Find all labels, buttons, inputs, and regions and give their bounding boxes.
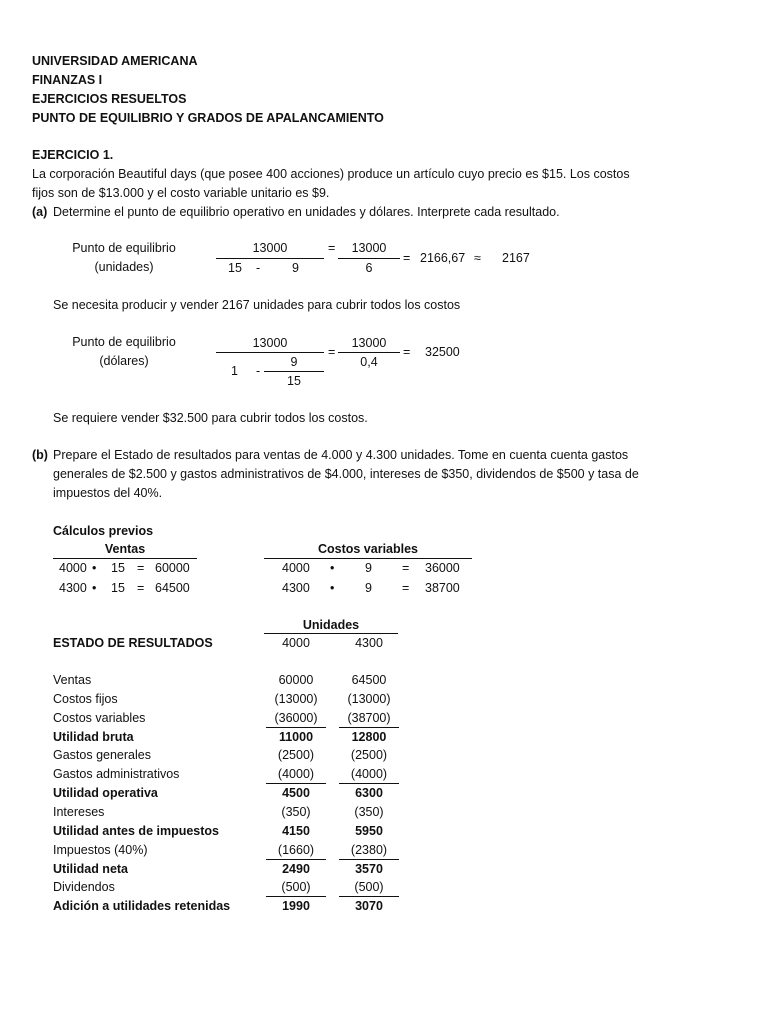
be-units-label-2: (unidades) (94, 260, 154, 274)
be-units-den-cost: 9 (292, 261, 299, 275)
calc-sales-header: Ventas (104, 542, 146, 556)
calc-vc-cost: 9 (365, 581, 372, 595)
be-dollars-equals-1: = (328, 345, 336, 359)
part-b-text-line-1: Prepare el Estado de resultados para ventas de 4.000 y 4.300 unidades. Tome en cuenta cuenta gastos (53, 448, 629, 462)
calc-vc-times: • (330, 561, 335, 575)
statement-col-4300: 4300 (355, 636, 383, 650)
be-units-result: 2166,67 (420, 251, 466, 265)
statement-value-4300: 12800 (351, 730, 387, 744)
statement-row-label: Utilidad neta (53, 862, 129, 876)
calc-sales-price: 15 (111, 581, 125, 595)
be-dollars-numerator-2: 13000 (351, 336, 387, 350)
calc-sales-result: 64500 (155, 581, 190, 595)
be-dollars-den-one: 1 (231, 364, 238, 378)
statement-value-4300: (350) (354, 805, 384, 819)
statement-value-4300: 64500 (351, 673, 387, 687)
calc-vc-units: 4300 (282, 581, 310, 595)
statement-value-4000: 60000 (278, 673, 314, 687)
statement-subtotal-line (266, 783, 326, 784)
be-dollars-equals-2: = (403, 345, 411, 359)
statement-value-4300: 6300 (355, 786, 383, 800)
statement-subtotal-line (339, 783, 399, 784)
be-units-equals-1: = (328, 241, 336, 255)
statement-value-4000: (1660) (277, 843, 315, 857)
be-units-fraction-bar-2 (338, 258, 400, 259)
statement-value-4300: (13000) (347, 692, 391, 706)
be-units-label-1: Punto de equilibrio (72, 241, 176, 255)
calc-vc-result: 38700 (425, 581, 460, 595)
calc-sales-units: 4300 (59, 581, 87, 595)
part-a-label: (a) (32, 205, 48, 219)
be-units-den-price: 15 (228, 261, 242, 275)
statement-value-4300: 3070 (355, 899, 383, 913)
calc-sales-result: 60000 (155, 561, 190, 575)
calc-vc-times: • (330, 581, 335, 595)
statement-value-4000: 1990 (282, 899, 310, 913)
statement-row-label: Utilidad antes de impuestos (53, 824, 220, 838)
statement-subtotal-line (266, 727, 326, 728)
statement-value-4000: 4150 (282, 824, 310, 838)
statement-value-4300: (2380) (350, 843, 388, 857)
part-b-label: (b) (32, 448, 48, 462)
statement-value-4000: (350) (281, 805, 311, 819)
be-units-numerator-2: 13000 (351, 241, 387, 255)
calc-vc-cost: 9 (365, 561, 372, 575)
statement-row-label: Ventas (53, 673, 92, 687)
statement-value-4000: 4500 (282, 786, 310, 800)
exercise-intro-line-2: fijos son de $13.000 y el costo variable unitario es $9. (32, 186, 330, 200)
exercise-intro-line-1: La corporación Beautiful days (que posee 400 acciones) produce un artículo cuyo precio es $15. Los costos (32, 167, 630, 181)
statement-row-label: Intereses (53, 805, 105, 819)
statement-value-4000: (4000) (277, 767, 315, 781)
part-b-text-line-3: impuestos del 40%. (53, 486, 163, 500)
be-units-approx: ≈ (474, 251, 481, 265)
calc-vc-units: 4000 (282, 561, 310, 575)
statement-row-label: Utilidad operativa (53, 786, 158, 800)
statement-value-4300: (500) (354, 880, 384, 894)
be-dollars-inner-denominator: 15 (287, 374, 301, 388)
statement-row-label: Adición a utilidades retenidas (53, 899, 231, 913)
be-dollars-label-2: (dólares) (99, 354, 149, 368)
be-units-equals-2: = (403, 251, 411, 265)
statement-value-4300: 3570 (355, 862, 383, 876)
be-units-numerator: 13000 (252, 241, 288, 255)
statement-units-underline (264, 633, 398, 634)
calc-sales-equals: = (137, 561, 145, 575)
be-dollars-result: 32500 (425, 345, 460, 359)
statement-subtotal-line (339, 859, 399, 860)
header-line-topic: PUNTO DE EQUILIBRIO Y GRADOS DE APALANCAMIENTO (32, 111, 384, 125)
statement-row-label: Costos fijos (53, 692, 118, 706)
part-a-text: Determine el punto de equilibrio operativo en unidades y dólares. Interprete cada resultado. (53, 205, 560, 219)
statement-value-4000: (500) (281, 880, 311, 894)
be-units-fraction-bar-1 (216, 258, 324, 259)
statement-value-4000: 2490 (282, 862, 310, 876)
statement-value-4300: (38700) (347, 711, 391, 725)
exercise-title: EJERCICIO 1. (32, 148, 114, 162)
be-dollars-label-1: Punto de equilibrio (72, 335, 176, 349)
calc-sales-units: 4000 (59, 561, 87, 575)
statement-value-4000: (2500) (277, 748, 315, 762)
statement-col-4000: 4000 (282, 636, 310, 650)
be-dollars-denominator-2: 0,4 (360, 355, 378, 369)
calc-vc-result: 36000 (425, 561, 460, 575)
be-dollars-fraction-bar-1 (216, 352, 324, 353)
be-units-rounded: 2167 (502, 251, 530, 265)
be-units-den-minus: - (256, 261, 261, 275)
statement-subtotal-line (339, 727, 399, 728)
statement-subtotal-line (339, 896, 399, 897)
statement-row-label: Dividendos (53, 880, 115, 894)
calc-sales-equals: = (137, 581, 145, 595)
calc-title: Cálculos previos (53, 524, 154, 538)
be-dollars-interpretation: Se requiere vender $32.500 para cubrir todos los costos. (53, 411, 368, 425)
statement-title: ESTADO DE RESULTADOS (53, 636, 213, 650)
header-line-university: UNIVERSIDAD AMERICANA (32, 54, 198, 68)
statement-units-header: Unidades (302, 618, 360, 632)
statement-value-4000: 11000 (278, 730, 314, 744)
calc-variable-costs-header: Costos variables (317, 542, 419, 556)
be-dollars-numerator: 13000 (252, 336, 288, 350)
statement-subtotal-line (266, 896, 326, 897)
calc-sales-underline (53, 558, 197, 559)
be-units-denominator-2: 6 (365, 261, 373, 275)
statement-value-4300: (2500) (350, 748, 388, 762)
statement-row-label: Gastos generales (53, 748, 151, 762)
statement-value-4300: (4000) (350, 767, 388, 781)
statement-row-label: Gastos administrativos (53, 767, 180, 781)
part-b-text-line-2: generales de $2.500 y gastos administrativos de $4.000, intereses de $350, dividendos de $500 y tasa de (53, 467, 639, 481)
calc-sales-times: • (92, 581, 97, 595)
be-dollars-inner-numerator: 9 (290, 355, 298, 369)
statement-value-4000: (13000) (274, 692, 318, 706)
calc-vc-equals: = (402, 561, 410, 575)
calc-vc-equals: = (402, 581, 410, 595)
statement-subtotal-line (266, 859, 326, 860)
header-line-type: EJERCICIOS RESUELTOS (32, 92, 187, 106)
be-dollars-inner-bar (264, 371, 324, 372)
calc-sales-times: • (92, 561, 97, 575)
be-dollars-fraction-bar-2 (338, 352, 400, 353)
statement-row-label: Impuestos (40%) (53, 843, 148, 857)
header-line-course: FINANZAS I (32, 73, 103, 87)
be-dollars-den-minus: - (256, 364, 261, 378)
be-units-interpretation: Se necesita producir y vender 2167 unidades para cubrir todos los costos (53, 298, 461, 312)
statement-row-label: Utilidad bruta (53, 730, 134, 744)
calc-variable-costs-underline (264, 558, 472, 559)
statement-value-4000: (36000) (274, 711, 318, 725)
statement-value-4300: 5950 (355, 824, 383, 838)
calc-sales-price: 15 (111, 561, 125, 575)
statement-row-label: Costos variables (53, 711, 146, 725)
